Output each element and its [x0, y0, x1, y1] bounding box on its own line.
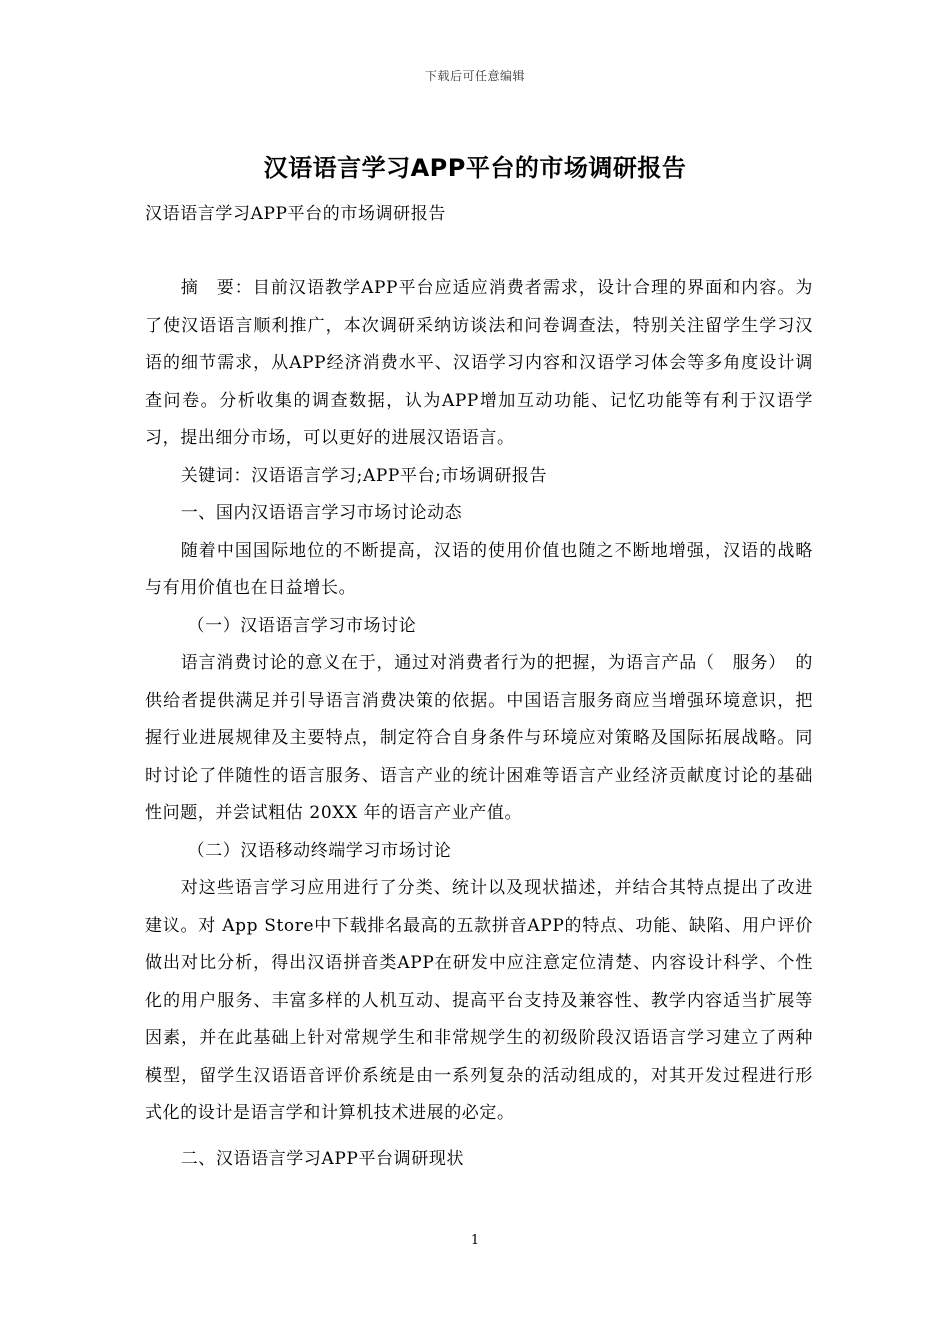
subsection-heading-1: （一）汉语语言学习市场讨论: [187, 615, 417, 636]
abstract-paragraph: 摘 要：目前汉语教学APP平台应适应消费者需求，设计合理的界面和内容。为了使汉语语言顺利推广，本次调研采纳访谈法和问卷调查法，特别关注留学生学习汉语的细节需求，从APP经济消费水平、汉语学习内容和汉语学习体会等多角度设计调查问卷。分析收集的调查数据，认为APP增加互动功能、记忆功能等有利于汉语学习，提出细分市场，可以更好的进展汉语语言。: [145, 278, 813, 448]
document-subtitle: 汉语语言学习APP平台的市场调研报告: [145, 204, 446, 224]
body-paragraph: 随着中国国际地位的不断提高，汉语的使用价值也随之不断地增强，汉语的战略与有用价值也在日益增长。: [145, 540, 813, 598]
body-paragraph: 语言消费讨论的意义在于，通过对消费者行为的把握，为语言产品（ 服务） 的供给者提供满足并引导语言消费决策的依据。中国语言服务商应当增强环境意识，把握行业进展规律及主要特点，制定符合自身条件与环境应对策略及国际拓展战略。同时讨论了伴随性的语言服务、语言产业的统计困难等语言产业经济贡献度讨论的基础性问题，并尝试粗估 20XX 年的语言产业产值。: [145, 653, 813, 823]
section-heading-1: 一、国内汉语语言学习市场讨论动态: [180, 503, 463, 523]
body-paragraph: 对这些语言学习应用进行了分类、统计以及现状描述，并结合其特点提出了改进建议。对 App Store中下载排名最高的五款拼音APP的特点、功能、缺陷、用户评价做出对比分析，得出汉语拼音类APP在研发中应注意定位清楚、内容设计科学、个性化的用户服务、丰富多样的人机互动、提高平台支持及兼容性、教学内容适当扩展等因素，并在此基础上针对常规学生和非常规学生的初级阶段汉语语言学习建立了两种模型，留学生汉语语音评价系统是由一系列复杂的活动组成的，对其开发过程进行形式化的设计是语言学和计算机技术进展的必定。: [145, 878, 813, 1123]
subsection-heading-2: （二）汉语移动终端学习市场讨论: [187, 840, 452, 861]
document-body: [145, 270, 813, 1178]
page-number: 1: [470, 1233, 480, 1248]
keywords-line: 关键词：汉语语言学习;APP平台;市场调研报告: [180, 465, 548, 486]
section-heading-2: 二、汉语语言学习APP平台调研现状: [180, 1148, 465, 1169]
document-title: 汉语语言学习APP平台的市场调研报告: [263, 154, 687, 182]
header-note: 下载后可任意编辑: [424, 69, 525, 83]
